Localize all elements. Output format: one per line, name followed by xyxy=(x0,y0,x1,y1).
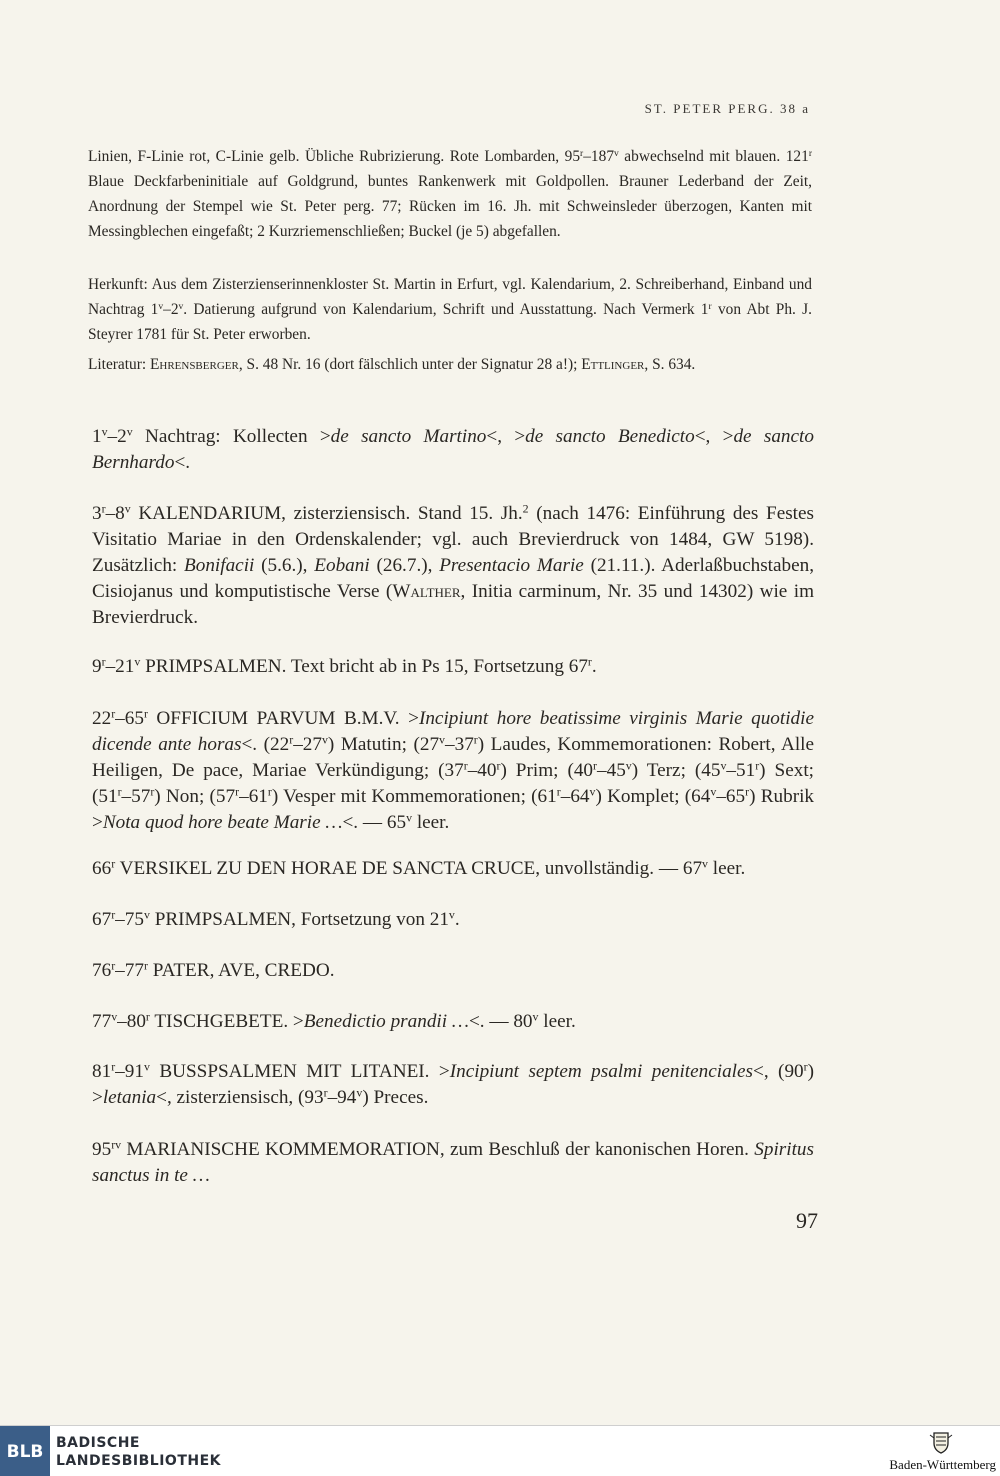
text-run: –75 xyxy=(115,909,144,930)
folio-superscript: v xyxy=(625,758,632,773)
folio-superscript: r xyxy=(150,784,155,799)
folio-superscript: r xyxy=(143,706,148,721)
folio-superscript: r xyxy=(111,958,116,973)
text-run: (26.7.), xyxy=(369,555,440,576)
folio-superscript: v xyxy=(158,300,164,312)
folio-superscript: r xyxy=(111,856,116,871)
folio-superscript: v xyxy=(356,1085,363,1100)
text-run: –80 xyxy=(117,1011,146,1032)
author-name: Ettlinger xyxy=(581,356,645,373)
folio-superscript: v xyxy=(124,501,131,516)
folio-superscript: r xyxy=(289,732,294,747)
text-run: –51 xyxy=(726,760,756,781)
text-run: –21 xyxy=(105,656,135,677)
text-run: ) > xyxy=(92,1061,814,1108)
text-run: Nachtrag: Kollecten > xyxy=(132,426,331,447)
library-name-line1: BADISCHE xyxy=(56,1435,140,1451)
folio-superscript: v xyxy=(406,810,413,825)
text-run: 67 xyxy=(92,909,112,930)
text-run: 1 xyxy=(92,426,102,447)
text-run: TISCHGEBETE. > xyxy=(149,1011,304,1032)
text-run: –94 xyxy=(327,1087,357,1108)
text-run: 22 xyxy=(92,708,112,729)
text-run: –37 xyxy=(445,734,474,755)
folio-superscript: v xyxy=(143,907,150,922)
entry-primpsalmen-2 xyxy=(92,907,814,933)
folio-superscript: r xyxy=(808,147,813,159)
text-run: –65 xyxy=(115,708,144,729)
folio-superscript: r xyxy=(803,1059,808,1074)
text-run: OFFICIUM PARVUM B.M.V. > xyxy=(147,708,419,729)
text-run: PRIMPSALMEN, Fortsetzung von 21 xyxy=(149,909,449,930)
folio-superscript: r xyxy=(593,758,597,773)
entry-marianische-kommemoration xyxy=(92,1137,814,1189)
text-run: abwechselnd mit blauen. 121 xyxy=(618,148,809,165)
latin-incipit: Spiritus sanctus in te … xyxy=(92,1139,814,1186)
footer-bar xyxy=(0,1425,1000,1476)
text-run: <. — 80 xyxy=(468,1011,533,1032)
text-run: –57 xyxy=(121,786,151,807)
text-run: 9 xyxy=(92,656,102,677)
text-run: ) Preces. xyxy=(362,1087,429,1108)
latin-incipit: Eobani xyxy=(314,555,370,576)
text-run: von Abt Ph. J. Steyrer 1781 für St. Peter erworben. xyxy=(88,301,812,343)
text-run: <. (22 xyxy=(241,734,290,755)
text-run: <. xyxy=(174,452,191,473)
folio-superscript: r xyxy=(145,1009,150,1024)
latin-incipit: de sancto Benedicto xyxy=(525,426,695,447)
text-run: –64 xyxy=(560,786,590,807)
text-run: <, > xyxy=(486,426,526,447)
text-run: 77 xyxy=(92,1011,112,1032)
latin-incipit: letania xyxy=(102,1087,157,1108)
text-run: . xyxy=(454,909,460,930)
text-run: –65 xyxy=(716,786,746,807)
text-run: (5.6.), xyxy=(254,555,315,576)
folio-superscript: r xyxy=(143,958,148,973)
latin-incipit: de sancto Bernhardo xyxy=(92,426,814,473)
text-run: Literatur: xyxy=(88,356,150,373)
entry-kalendarium xyxy=(92,501,814,631)
folio-superscript: r xyxy=(101,654,106,669)
text-run: –61 xyxy=(239,786,268,807)
author-name: Ehrensberger xyxy=(149,356,239,373)
text-run: . Datierung aufgrund von Kalendarium, Schrift und Ausstattung. Nach Vermerk 1 xyxy=(183,301,709,318)
text-run: Herkunft: Aus dem Zisterzienserinnenkloster St. Martin in Erfurt, vgl. Kalendarium, 2. Schreiberhand, Einband und Nachtrag 1 xyxy=(88,276,812,318)
folio-superscript: v xyxy=(111,1009,118,1024)
folio-superscript: v xyxy=(134,654,141,669)
text-run: leer. xyxy=(538,1011,576,1032)
page-number: 97 xyxy=(796,1208,818,1233)
folio-superscript: v xyxy=(126,424,133,439)
svg-text:BLB: BLB xyxy=(6,1442,44,1462)
text-run: ) Sext; (51 xyxy=(92,760,814,807)
text-run: , S. 48 Nr. 16 (dort fälschlich unter der Signatur 28 a!); xyxy=(238,356,582,373)
text-run: PATER, AVE, CREDO. xyxy=(147,960,335,981)
folio-superscript: v xyxy=(448,907,455,922)
text-run: 66 xyxy=(92,858,112,879)
folio-superscript: v xyxy=(720,758,727,773)
folio-superscript: r xyxy=(755,758,760,773)
folio-superscript: r xyxy=(496,758,501,773)
latin-incipit: Bonifacii xyxy=(184,555,255,576)
text-run: <, > xyxy=(694,426,734,447)
text-run: . xyxy=(591,656,597,677)
folio-superscript: r xyxy=(267,784,272,799)
folio-superscript: r xyxy=(463,758,468,773)
text-run: PRIMPSALMEN. Text bricht ab in Ps 15, Fortsetzung 67 xyxy=(140,656,588,677)
folio-superscript: r xyxy=(556,784,561,799)
folio-superscript: v xyxy=(614,147,619,159)
text-run: <. — 65 xyxy=(342,812,407,833)
latin-incipit: Incipiunt septem psalmi penitenciales xyxy=(449,1061,753,1082)
folio-superscript: r xyxy=(235,784,240,799)
text-run: ) Laudes, Kommemorationen: Robert, Alle Heiligen, De pace, Mariae Verkündigung; (37 xyxy=(92,734,814,781)
text-run: (nach 1476: Einführung des Festes Visitatio Mariae in den Ordenskalender; vgl. auch Brevierdruck von 1484, GW 5198). Zusätzlich: xyxy=(92,503,814,576)
folio-superscript: r xyxy=(111,907,116,922)
baden-wuerttemberg-crest-icon xyxy=(928,1429,954,1455)
folio-superscript: 2 xyxy=(522,501,529,516)
text-run: Linien, F-Linie rot, C-Linie gelb. Übliche Rubrizierung. Rote Lombarden, 95 xyxy=(88,148,581,165)
literatur xyxy=(88,352,812,377)
text-run: KALENDARIUM, zisterziensisch. Stand 15. Jh. xyxy=(130,503,523,524)
folio-superscript: v xyxy=(702,856,708,871)
text-run: –91 xyxy=(115,1061,144,1082)
latin-incipit: Benedictio prandii … xyxy=(303,1011,469,1032)
text-run: 95 xyxy=(92,1139,112,1160)
text-run: –2 xyxy=(107,426,127,447)
folio-superscript: r xyxy=(323,1085,328,1100)
text-run: BUSSPSALMEN MIT LITANEI. > xyxy=(149,1061,450,1082)
text-run: –187 xyxy=(583,148,615,165)
latin-incipit: de sancto Martino xyxy=(330,426,487,447)
text-run: 3 xyxy=(92,503,102,524)
folio-superscript: v xyxy=(178,300,184,312)
folio-superscript: rv xyxy=(111,1137,122,1152)
text-run: , S. 634. xyxy=(644,356,696,373)
folio-superscript: r xyxy=(101,501,106,516)
folio-superscript: r xyxy=(111,706,116,721)
text-run: –40 xyxy=(467,760,497,781)
text-run: ) Rubrik > xyxy=(92,786,815,833)
entry-1v-2v xyxy=(92,424,814,476)
library-name-line2: LANDESBIBLIOTHEK xyxy=(56,1453,222,1469)
text-run: –27 xyxy=(293,734,322,755)
folio-superscript: r xyxy=(473,732,478,747)
text-run: –45 xyxy=(597,760,626,781)
latin-incipit: Presentacio Marie xyxy=(439,555,584,576)
text-run: <, (90 xyxy=(753,1061,804,1082)
entry-primpsalmen-1 xyxy=(92,654,814,680)
text-run: ) Terz; (45 xyxy=(631,760,721,781)
text-run: leer. xyxy=(708,858,746,879)
text-run: ) Matutin; (27 xyxy=(327,734,440,755)
folio-superscript: v xyxy=(532,1009,539,1024)
folio-superscript: r xyxy=(111,1059,116,1074)
text-run: –8 xyxy=(105,503,125,524)
text-run: ) Komplet; (64 xyxy=(595,786,711,807)
description-continued xyxy=(88,144,812,244)
entry-tischgebete xyxy=(92,1009,814,1035)
text-run: 81 xyxy=(92,1061,112,1082)
folio-superscript: r xyxy=(587,654,592,669)
entry-pater-ave-credo xyxy=(92,958,814,984)
latin-incipit: Incipiunt hore beatissime virginis Marie quotidie dicende ante horas xyxy=(92,708,814,755)
folio-superscript: r xyxy=(580,147,584,159)
text-run: MARIANISCHE KOMMEMORATION, zum Beschluß der kanonischen Horen. xyxy=(121,1139,755,1160)
folio-superscript: v xyxy=(143,1059,150,1074)
folio-superscript: r xyxy=(117,784,122,799)
author-name: Walther xyxy=(392,581,461,602)
folio-superscript: v xyxy=(710,784,717,799)
folio-superscript: v xyxy=(321,732,328,747)
text-run: ) Non; (57 xyxy=(154,786,236,807)
text-run: , Initia carminum, Nr. 35 und 14302) wie im Brevierdruck. xyxy=(92,581,814,628)
entry-officium-parvum xyxy=(92,706,814,836)
folio-superscript: v xyxy=(589,784,596,799)
running-head: ST. PETER PERG. 38 a xyxy=(644,101,810,116)
text-run: leer. xyxy=(412,812,450,833)
text-run: (21.11.). Aderlaßbuchstaben, Cisiojanus und komputistische Verse ( xyxy=(92,555,815,602)
latin-incipit: Nota quod hore beate Marie … xyxy=(102,812,343,833)
blb-logo[interactable] xyxy=(0,1426,50,1476)
folio-superscript: v xyxy=(101,424,108,439)
text-run: ) Vesper mit Kommemorationen; (61 xyxy=(271,786,557,807)
herkunft xyxy=(88,272,812,347)
entry-busspsalmen xyxy=(92,1059,814,1111)
text-run: <, zisterziensisch, (93 xyxy=(156,1087,324,1108)
folio-superscript: v xyxy=(439,732,445,747)
text-run: 76 xyxy=(92,960,112,981)
text-run: –77 xyxy=(115,960,144,981)
folio-superscript: r xyxy=(745,784,750,799)
folio-superscript: r xyxy=(708,300,712,312)
text-run: Blaue Deckfarbeninitiale auf Goldgrund, buntes Rankenwerk mit Goldpollen. Brauner Lederband der Zeit, Anordnung der Stempel wie St. Peter perg. 77; Rücken im 16. Jh. mit Schweinsleder überzogen, Kanten mit Messingblechen eingefaßt; 2 Kurzriemenschließen; Buckel (je 5) abgefallen. xyxy=(88,173,812,240)
state-label: Baden-Württemberg xyxy=(889,1457,996,1472)
text-run: ) Prim; (40 xyxy=(500,760,594,781)
blb-logo-icon xyxy=(0,1426,50,1476)
text-run: –2 xyxy=(163,301,179,318)
library-name[interactable] xyxy=(56,1434,221,1470)
text-run: VERSIKEL ZU DEN HORAE DE SANCTA CRUCE, unvollständig. — 67 xyxy=(115,858,703,879)
entry-versikel xyxy=(92,856,814,882)
